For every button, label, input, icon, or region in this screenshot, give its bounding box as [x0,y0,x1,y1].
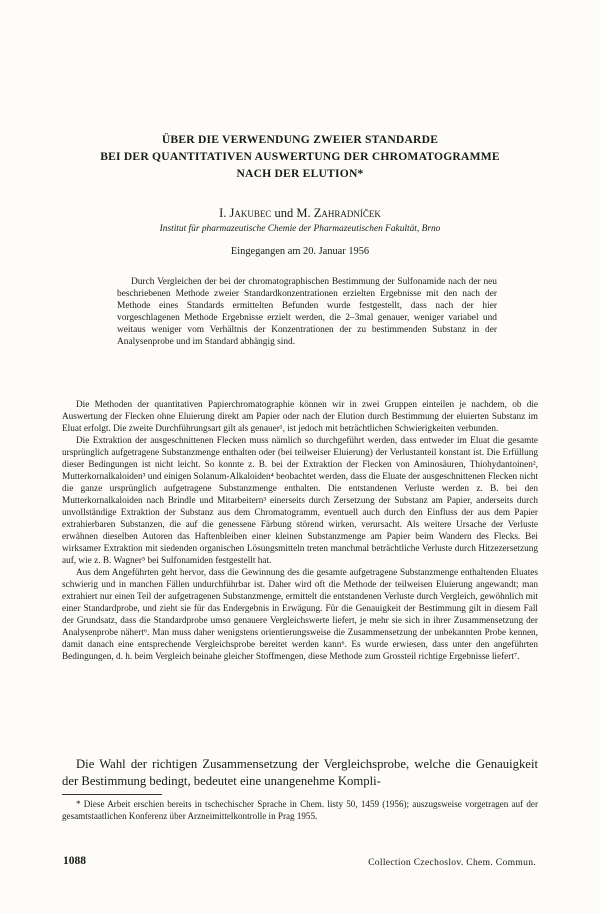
paper-title [60,131,540,182]
body-text-large [62,756,538,790]
author-2-surname: Zahradníček [313,206,381,220]
author-conjunction: und [271,206,297,220]
body-paragraph-2: Die Extraktion der ausgeschnittenen Flecken muss nämlich so durchgeführt werden, dass entweder im Eluat die gesamte ursprünglich aufgetragene Substanzmenge enthalten oder (bei teilweiser Eluierung) der Verlustanteil konstant ist. Die Erfüllung dieser Bedingungen ist nicht leicht. So konnte z. B. bei der Extraktion der Flecken von Aminosäuren, Thiohydantoinen², Mutterkornalkaloiden³ und einigen Solanum-Alkaloiden⁴ beobachtet werden, dass die Eluate der ausgeschnittenen Flecken nicht die ganze ursprünglich aufgetragene Substanzmenge enthalten. Die entstandenen Verluste werden z. B. bei den Mutterkornalkaloiden nach Brindle und Mitarbeitern³ einerseits durch Zersetzung der Substanz am Papier, anderseits durch unvollständige Extraktion der Substanz aus dem Chromatogramm, eventuell auch durch den Einfluss der aus dem Papier extrahierbaren Substanzen, die auf die genessene Färbung störend wirken, verursacht. Als weitere Ursache der Verluste erwähnen dieselben Autoren das Haftenbleiben einer kleinen Substanzmenge am Papier beim Wandern des Flecks. Bei wirksamer Extraktion mit siedenden organischen Lösungsmitteln treten manchmal beträchtliche Verluste durch Hitzezersetzung auf, wie z. B. Wagner⁵ bei Sulfonamiden festgestellt hat. [62,436,538,566]
page-number: 1088 [63,855,86,867]
journal-name: Collection Czechoslov. Chem. Commun. [368,857,536,868]
institute-affiliation: Institut für pharmazeutische Chemie der Pharmazeutischen Fakultät, Brno [159,224,441,234]
body-text [62,399,538,663]
footnote-text: * Diese Arbeit erschien bereits in tschechischer Sprache in Chem. listy 50, 1459 (1956); auszugsweise vorgetragen auf der gesamtstaatlichen Konferenz über Arzneimittelkontrolle in Prag 1955. [62,799,538,821]
body-paragraph-4: Die Wahl der richtigen Zusammensetzung der Vergleichsprobe, welche die Genauigkeit der Bestimmung bedingt, bedeutet eine unangenehme Kompli- [62,757,538,788]
abstract [117,276,497,348]
received-date: Eingegangen am 20. Januar 1956 [230,246,370,257]
footnote-divider [62,794,162,795]
title-line-1: ÜBER DIE VERWENDUNG ZWEIER STANDARDE [161,133,439,146]
author-2-initial: M. [296,206,314,220]
author-line [60,206,540,221]
title-line-2: BEI DER QUANTITATIVEN AUSWERTUNG DER CHROMATOGRAMME [100,150,500,163]
title-line-3: NACH DER ELUTION* [236,167,364,180]
author-1-surname: Jakubec [229,206,272,220]
abstract-text: Durch Vergleichen der bei der chromatographischen Bestimmung der Sulfonamide nach der neu beschriebenen Methode zweier Standardkonzentrationen erzielten Ergebnisse mit den nach der Methode eines Standards ermittelten Befunden wurde festgestellt, dass nach der hier vorgeschlagenen Methode Ergebnisse erzielt werden, die 2–3mal genauer, weniger variabel und weitaus weniger vom Verhältnis der Konzentrationen der zu bestimmenden Substanz in der Analysenprobe und im Standard abhängig sind. [117,277,497,347]
footnote [62,798,538,822]
author-1-initial: I. [219,206,230,220]
body-paragraph-1: Die Methoden der quantitativen Papierchromatographie können wir in zwei Gruppen einteilen je nachdem, ob die Auswertung der Flecken ohne Eluierung direkt am Papier oder nach der Elution durch Bestimmung der eluierten Substanz im Eluat erfolgt. Die zweite Durchführungsart gilt als genauer¹, ist jedoch mit beträchtlichen Schwierigkeiten verbunden. [62,400,538,434]
body-paragraph-3: Aus dem Angeführten geht hervor, dass die Gewinnung des die gesamte aufgetragene Substanzmenge enthaltenden Eluates schwierig und in manchen Fällen undurchführbar ist. Daher wird oft die Methode der teilweisen Eluierung angewandt; man extrahiert nur einen Teil der aufgetragenen Substanzmenge, ermittelt die entstandenen Verluste durch Vergleich, gewöhnlich mit einer Standardprobe, und zieht sie für das Endergebnis in Erwägung. Für die Genauigkeit der Bestimmung gilt in diesem Fall der Grundsatz, dass die Standardprobe umso genauere Vergleichswerte liefert, je mehr sie sich in ihrer Zusammensetzung der Analysenprobe nähert⁶. Man muss daher wenigstens orientierungsweise die Zusammensetzung der unbekannten Probe kennen, damit danach eine entsprechende Vergleichsprobe bereitet werden kann⁶. Es wurde erwiesen, dass unter den angeführten Bedingungen, d. h. beim Vergleich beinahe gleicher Stoffmengen, diese Methode zum Grossteil richtige Ergebnisse liefert⁷. [62,568,538,662]
